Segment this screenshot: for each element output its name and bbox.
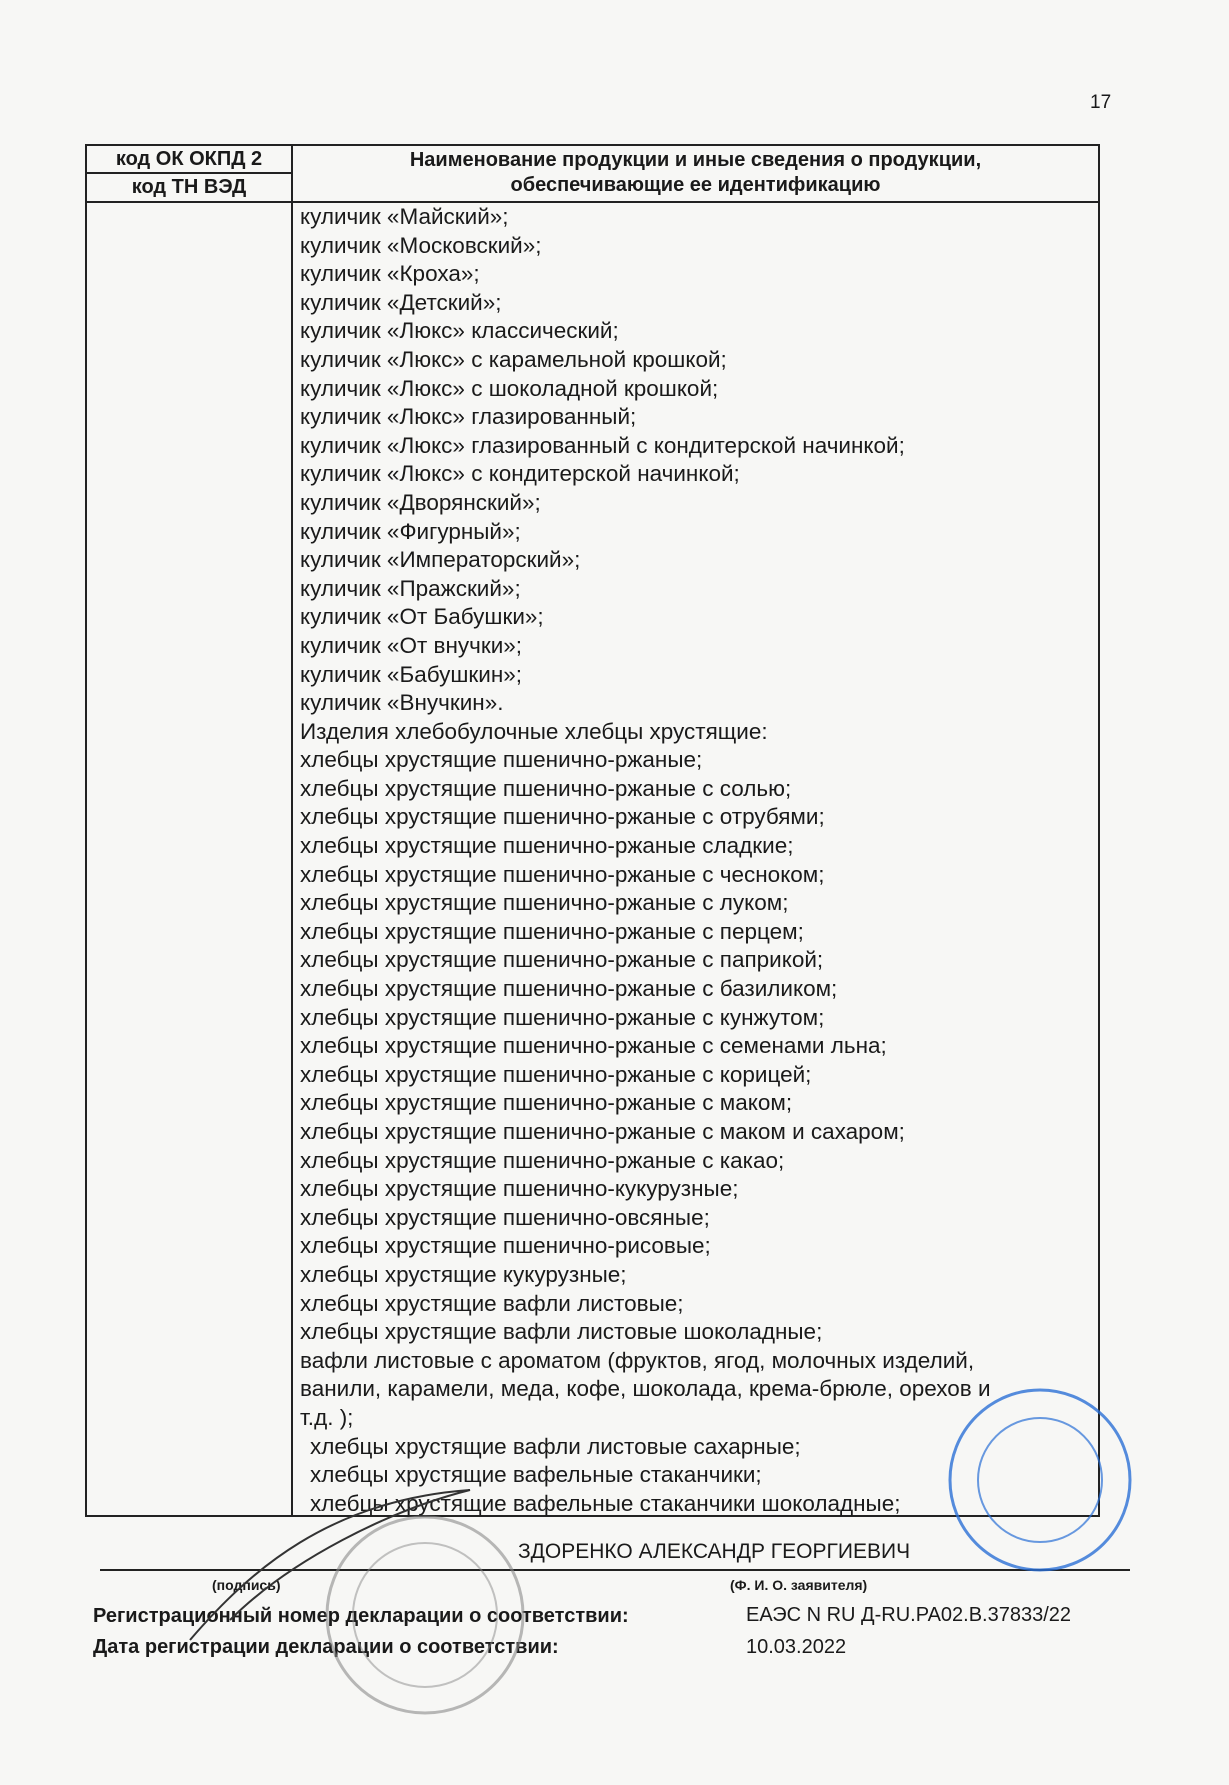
product-line: куличик «Детский»; bbox=[300, 289, 502, 315]
product-line: куличик «Люкс» с кондитерской начинкой; bbox=[300, 461, 740, 487]
product-line: хлебцы хрустящие пшенично-ржаные с семенами льна; bbox=[300, 1033, 887, 1059]
product-line: хлебцы хрустящие пшенично-ржаные с паприкой; bbox=[300, 947, 824, 973]
product-line: хлебцы хрустящие пшенично-ржаные с отрубями; bbox=[300, 804, 825, 830]
products-table bbox=[85, 144, 1100, 1517]
product-line: хлебцы хрустящие вафли листовые сахарные; bbox=[310, 1433, 801, 1459]
product-line: хлебцы хрустящие пшенично-ржаные с базиликом; bbox=[300, 976, 838, 1002]
product-line: хлебцы хрустящие вафли листовые шоколадные; bbox=[300, 1319, 823, 1345]
product-line: куличик «Люкс» с шоколадной крошкой; bbox=[300, 375, 719, 401]
product-line: вафли листовые с ароматом (фруктов, ягод, молочных изделий, bbox=[300, 1347, 975, 1373]
header-codes bbox=[87, 146, 293, 201]
page-number: 17 bbox=[1090, 92, 1112, 113]
sign-label: (подпись) bbox=[212, 1577, 281, 1593]
product-line: хлебцы хрустящие пшенично-ржаные; bbox=[300, 747, 703, 773]
header-tnved: код ТН ВЭД bbox=[131, 176, 247, 198]
product-line: т.д. ); bbox=[300, 1404, 354, 1430]
product-line: хлебцы хрустящие пшенично-ржаные с перцем; bbox=[300, 918, 804, 944]
product-line: куличик «Пражский»; bbox=[300, 575, 521, 601]
product-line: хлебцы хрустящие пшенично-ржаные с кунжутом; bbox=[300, 1004, 825, 1030]
product-line: хлебцы хрустящие пшенично-кукурузные; bbox=[300, 1176, 739, 1202]
product-line: куличик «Люкс» классический; bbox=[300, 318, 619, 344]
divider bbox=[291, 201, 293, 1515]
product-line: хлебцы хрустящие кукурузные; bbox=[300, 1261, 627, 1287]
reg-number-label: Регистрационный номер декларации о соответствии: bbox=[93, 1605, 629, 1627]
product-line: хлебцы хрустящие пшенично-ржаные с чесноком; bbox=[300, 861, 825, 887]
product-line: куличик «Бабушкин»; bbox=[300, 661, 523, 687]
header-okpd: код ОК ОКПД 2 bbox=[87, 146, 291, 174]
product-line: хлебцы хрустящие пшенично-ржаные с маком; bbox=[300, 1090, 793, 1116]
header-line: обеспечивающие ее идентификацию bbox=[510, 174, 881, 196]
product-line: куличик «Московский»; bbox=[300, 232, 542, 258]
product-line: куличик «Кроха»; bbox=[300, 261, 480, 287]
reg-date-label: Дата регистрации декларации о соответствии: bbox=[93, 1636, 559, 1658]
reg-date-value: 10.03.2022 bbox=[746, 1636, 847, 1658]
blue-round-stamp bbox=[930, 1385, 1150, 1575]
name-label: (Ф. И. О. заявителя) bbox=[730, 1577, 868, 1593]
product-line: куличик «Люкс» глазированный с кондитерской начинкой; bbox=[300, 432, 905, 458]
product-line: Изделия хлебобулочные хлебцы хрустящие: bbox=[300, 718, 768, 744]
product-line: хлебцы хрустящие пшенично-ржаные сладкие; bbox=[300, 833, 794, 859]
product-line: куличик «От Бабушки»; bbox=[300, 604, 544, 630]
product-line: хлебцы хрустящие пшенично-ржаные с корицей; bbox=[300, 1061, 812, 1087]
header-product-name bbox=[293, 146, 1098, 201]
product-line: куличик «От внучки»; bbox=[300, 632, 523, 658]
reg-number-value: ЕАЭС N RU Д-RU.PA02.B.37833/22 bbox=[746, 1604, 1072, 1626]
product-line: хлебцы хрустящие пшенично-овсяные; bbox=[300, 1204, 710, 1230]
product-line: куличик «Императорский»; bbox=[300, 547, 581, 573]
product-line: куличик «Фигурный»; bbox=[300, 518, 521, 544]
product-line: куличик «Дворянский»; bbox=[300, 489, 541, 515]
product-line: куличик «Майский»; bbox=[300, 204, 509, 229]
product-line: куличик «Люкс» глазированный; bbox=[300, 404, 637, 430]
header-line: Наименование продукции и иные сведения о продукции, bbox=[409, 149, 982, 171]
product-line: хлебцы хрустящие пшенично-ржаные с маком и сахаром; bbox=[300, 1119, 905, 1144]
product-line: хлебцы хрустящие вафельные стаканчики шоколадные; bbox=[310, 1490, 901, 1516]
product-line: куличик «Внучкин». bbox=[300, 690, 504, 716]
product-line: куличик «Люкс» с карамельной крошкой; bbox=[300, 346, 727, 372]
applicant-name: ЗДОРЕНКО АЛЕКСАНДР ГЕОРГИЕВИЧ bbox=[518, 1540, 911, 1563]
product-line: хлебцы хрустящие вафли листовые; bbox=[300, 1290, 684, 1316]
product-line: хлебцы хрустящие пшенично-рисовые; bbox=[300, 1233, 711, 1259]
product-line: хлебцы хрустящие пшенично-ржаные с солью; bbox=[300, 775, 792, 801]
product-line: ванили, карамели, меда, кофе, шоколада, крема-брюле, орехов и bbox=[300, 1376, 991, 1402]
product-line: хлебцы хрустящие пшенично-ржаные с какао; bbox=[300, 1147, 785, 1173]
product-line: хлебцы хрустящие пшенично-ржаные с луком; bbox=[300, 890, 789, 916]
product-list bbox=[300, 203, 1088, 1518]
product-line: хлебцы хрустящие вафельные стаканчики; bbox=[310, 1462, 762, 1488]
signature-scribble bbox=[170, 1470, 490, 1650]
